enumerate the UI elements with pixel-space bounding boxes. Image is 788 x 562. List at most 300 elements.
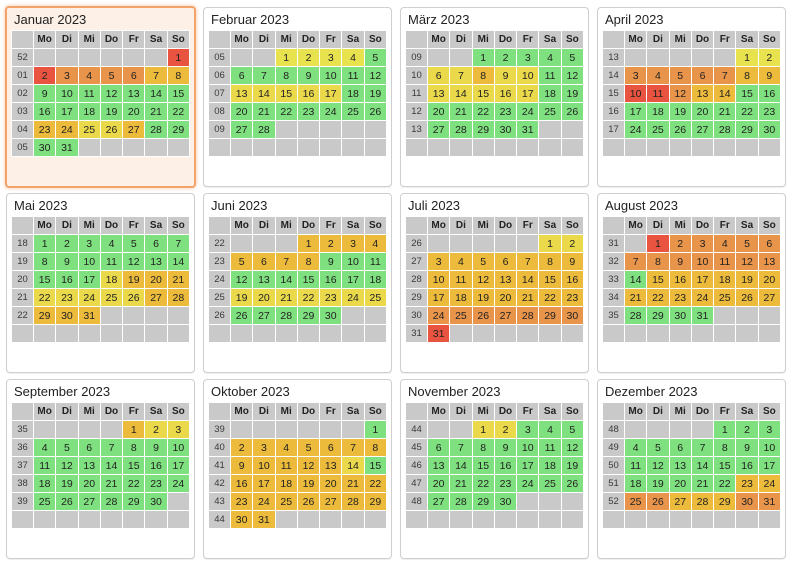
- day-cell[interactable]: 17: [517, 85, 539, 103]
- day-cell[interactable]: 21: [714, 103, 736, 121]
- day-cell[interactable]: 5: [561, 49, 583, 67]
- day-cell[interactable]: 29: [539, 307, 561, 325]
- day-cell[interactable]: 8: [714, 439, 736, 457]
- day-cell[interactable]: 15: [714, 457, 736, 475]
- day-cell[interactable]: 27: [253, 307, 275, 325]
- month-card[interactable]: [203, 379, 392, 559]
- day-cell[interactable]: 17: [320, 85, 342, 103]
- day-cell[interactable]: 20: [669, 475, 691, 493]
- day-cell[interactable]: 7: [450, 439, 472, 457]
- day-cell[interactable]: 27: [123, 121, 145, 139]
- day-cell[interactable]: 12: [100, 85, 122, 103]
- day-cell[interactable]: 27: [758, 289, 780, 307]
- day-cell[interactable]: 21: [517, 289, 539, 307]
- day-cell[interactable]: 21: [275, 289, 297, 307]
- day-cell[interactable]: 21: [450, 475, 472, 493]
- day-cell[interactable]: 17: [517, 457, 539, 475]
- day-cell[interactable]: 2: [145, 421, 167, 439]
- month-card[interactable]: [597, 379, 786, 559]
- day-cell[interactable]: 3: [428, 253, 450, 271]
- day-cell[interactable]: 7: [342, 439, 364, 457]
- day-cell[interactable]: 6: [145, 235, 167, 253]
- day-cell[interactable]: 16: [494, 457, 516, 475]
- day-cell[interactable]: 27: [494, 307, 516, 325]
- day-cell[interactable]: 2: [758, 49, 780, 67]
- day-cell[interactable]: 22: [34, 289, 56, 307]
- day-cell[interactable]: 20: [231, 103, 253, 121]
- day-cell[interactable]: 11: [539, 67, 561, 85]
- day-cell[interactable]: 21: [450, 103, 472, 121]
- day-cell[interactable]: 29: [297, 307, 319, 325]
- day-cell[interactable]: 25: [714, 289, 736, 307]
- month-card[interactable]: [597, 7, 786, 187]
- day-cell[interactable]: 10: [78, 253, 100, 271]
- day-cell[interactable]: 25: [625, 493, 647, 511]
- day-cell[interactable]: 5: [669, 67, 691, 85]
- day-cell[interactable]: 18: [78, 103, 100, 121]
- day-cell[interactable]: 29: [167, 121, 189, 139]
- day-cell[interactable]: 9: [494, 67, 516, 85]
- day-cell[interactable]: 28: [691, 493, 713, 511]
- day-cell[interactable]: 4: [625, 439, 647, 457]
- day-cell[interactable]: 5: [472, 253, 494, 271]
- day-cell[interactable]: 16: [320, 271, 342, 289]
- day-cell[interactable]: 13: [231, 85, 253, 103]
- day-cell[interactable]: 31: [428, 325, 450, 343]
- day-cell[interactable]: 23: [736, 475, 758, 493]
- day-cell[interactable]: 17: [342, 271, 364, 289]
- day-cell[interactable]: 18: [625, 475, 647, 493]
- day-cell[interactable]: 4: [450, 253, 472, 271]
- day-cell[interactable]: 25: [78, 121, 100, 139]
- day-cell[interactable]: 26: [561, 103, 583, 121]
- day-cell[interactable]: 22: [472, 103, 494, 121]
- day-cell[interactable]: 6: [428, 439, 450, 457]
- day-cell[interactable]: 6: [494, 253, 516, 271]
- day-cell[interactable]: 27: [145, 289, 167, 307]
- month-card[interactable]: [5, 6, 196, 188]
- day-cell[interactable]: 19: [472, 289, 494, 307]
- day-cell[interactable]: 30: [320, 307, 342, 325]
- day-cell[interactable]: 20: [428, 103, 450, 121]
- day-cell[interactable]: 6: [758, 235, 780, 253]
- day-cell[interactable]: 13: [669, 457, 691, 475]
- day-cell[interactable]: 25: [100, 289, 122, 307]
- day-cell[interactable]: 13: [320, 457, 342, 475]
- day-cell[interactable]: 6: [253, 253, 275, 271]
- day-cell[interactable]: 29: [714, 493, 736, 511]
- day-cell[interactable]: 27: [78, 493, 100, 511]
- day-cell[interactable]: 5: [364, 49, 386, 67]
- day-cell[interactable]: 4: [647, 67, 669, 85]
- day-cell[interactable]: 26: [472, 307, 494, 325]
- day-cell[interactable]: 29: [472, 121, 494, 139]
- day-cell[interactable]: 24: [691, 289, 713, 307]
- day-cell[interactable]: 22: [275, 103, 297, 121]
- day-cell[interactable]: 8: [472, 439, 494, 457]
- day-cell[interactable]: 28: [342, 493, 364, 511]
- day-cell[interactable]: 29: [34, 307, 56, 325]
- day-cell[interactable]: 6: [669, 439, 691, 457]
- day-cell[interactable]: 9: [494, 439, 516, 457]
- day-cell[interactable]: 25: [450, 307, 472, 325]
- day-cell[interactable]: 23: [494, 103, 516, 121]
- day-cell[interactable]: 11: [364, 253, 386, 271]
- day-cell[interactable]: 4: [78, 67, 100, 85]
- day-cell[interactable]: 23: [56, 289, 78, 307]
- day-cell[interactable]: 23: [669, 289, 691, 307]
- day-cell[interactable]: 5: [647, 439, 669, 457]
- day-cell[interactable]: 22: [364, 475, 386, 493]
- day-cell[interactable]: 6: [428, 67, 450, 85]
- day-cell[interactable]: 1: [167, 49, 189, 67]
- day-cell[interactable]: 3: [625, 67, 647, 85]
- day-cell[interactable]: 9: [145, 439, 167, 457]
- day-cell[interactable]: 22: [472, 475, 494, 493]
- day-cell[interactable]: 28: [625, 307, 647, 325]
- day-cell[interactable]: 16: [561, 271, 583, 289]
- day-cell[interactable]: 14: [691, 457, 713, 475]
- day-cell[interactable]: 30: [34, 139, 56, 157]
- day-cell[interactable]: 28: [450, 121, 472, 139]
- day-cell[interactable]: 1: [736, 49, 758, 67]
- day-cell[interactable]: 12: [736, 253, 758, 271]
- day-cell[interactable]: 16: [56, 271, 78, 289]
- day-cell[interactable]: 7: [625, 253, 647, 271]
- day-cell[interactable]: 12: [231, 271, 253, 289]
- day-cell[interactable]: 16: [758, 85, 780, 103]
- day-cell[interactable]: 12: [123, 253, 145, 271]
- day-cell[interactable]: 15: [472, 85, 494, 103]
- day-cell[interactable]: 12: [472, 271, 494, 289]
- day-cell[interactable]: 4: [34, 439, 56, 457]
- day-cell[interactable]: 17: [428, 289, 450, 307]
- day-cell[interactable]: 5: [561, 421, 583, 439]
- day-cell[interactable]: 31: [691, 307, 713, 325]
- day-cell[interactable]: 10: [253, 457, 275, 475]
- day-cell[interactable]: 3: [253, 439, 275, 457]
- day-cell[interactable]: 22: [297, 289, 319, 307]
- day-cell[interactable]: 24: [78, 289, 100, 307]
- month-card[interactable]: [597, 193, 786, 373]
- day-cell[interactable]: 9: [34, 85, 56, 103]
- day-cell[interactable]: 10: [758, 439, 780, 457]
- day-cell[interactable]: 3: [56, 67, 78, 85]
- day-cell[interactable]: 22: [736, 103, 758, 121]
- day-cell[interactable]: 2: [231, 439, 253, 457]
- day-cell[interactable]: 28: [167, 289, 189, 307]
- day-cell[interactable]: 15: [647, 271, 669, 289]
- day-cell[interactable]: 6: [691, 67, 713, 85]
- day-cell[interactable]: 15: [34, 271, 56, 289]
- day-cell[interactable]: 8: [34, 253, 56, 271]
- day-cell[interactable]: 11: [539, 439, 561, 457]
- day-cell[interactable]: 9: [56, 253, 78, 271]
- day-cell[interactable]: 15: [123, 457, 145, 475]
- day-cell[interactable]: 3: [517, 421, 539, 439]
- day-cell[interactable]: 30: [669, 307, 691, 325]
- day-cell[interactable]: 12: [364, 67, 386, 85]
- day-cell[interactable]: 16: [145, 457, 167, 475]
- day-cell[interactable]: 31: [56, 139, 78, 157]
- day-cell[interactable]: 22: [539, 289, 561, 307]
- day-cell[interactable]: 15: [275, 85, 297, 103]
- day-cell[interactable]: 15: [167, 85, 189, 103]
- day-cell[interactable]: 9: [736, 439, 758, 457]
- day-cell[interactable]: 10: [625, 85, 647, 103]
- day-cell[interactable]: 26: [364, 103, 386, 121]
- day-cell[interactable]: 29: [647, 307, 669, 325]
- day-cell[interactable]: 25: [34, 493, 56, 511]
- day-cell[interactable]: 18: [342, 85, 364, 103]
- day-cell[interactable]: 19: [100, 103, 122, 121]
- day-cell[interactable]: 3: [342, 235, 364, 253]
- day-cell[interactable]: 28: [145, 121, 167, 139]
- day-cell[interactable]: 8: [539, 253, 561, 271]
- day-cell[interactable]: 4: [539, 49, 561, 67]
- day-cell[interactable]: 11: [625, 457, 647, 475]
- month-card[interactable]: [6, 379, 195, 559]
- day-cell[interactable]: 1: [714, 421, 736, 439]
- day-cell[interactable]: 26: [736, 289, 758, 307]
- day-cell[interactable]: 2: [669, 235, 691, 253]
- day-cell[interactable]: 24: [758, 475, 780, 493]
- day-cell[interactable]: 7: [691, 439, 713, 457]
- day-cell[interactable]: 13: [758, 253, 780, 271]
- day-cell[interactable]: 11: [275, 457, 297, 475]
- day-cell[interactable]: 5: [297, 439, 319, 457]
- day-cell[interactable]: 18: [647, 103, 669, 121]
- day-cell[interactable]: 5: [231, 253, 253, 271]
- day-cell[interactable]: 14: [275, 271, 297, 289]
- day-cell[interactable]: 9: [297, 67, 319, 85]
- day-cell[interactable]: 3: [517, 49, 539, 67]
- day-cell[interactable]: 1: [472, 49, 494, 67]
- day-cell[interactable]: 30: [231, 511, 253, 529]
- day-cell[interactable]: 13: [78, 457, 100, 475]
- day-cell[interactable]: 12: [561, 67, 583, 85]
- day-cell[interactable]: 7: [275, 253, 297, 271]
- day-cell[interactable]: 5: [736, 235, 758, 253]
- month-card[interactable]: [400, 7, 589, 187]
- day-cell[interactable]: 18: [450, 289, 472, 307]
- day-cell[interactable]: 19: [364, 85, 386, 103]
- day-cell[interactable]: 18: [100, 271, 122, 289]
- day-cell[interactable]: 2: [561, 235, 583, 253]
- day-cell[interactable]: 23: [320, 289, 342, 307]
- day-cell[interactable]: 1: [364, 421, 386, 439]
- day-cell[interactable]: 3: [691, 235, 713, 253]
- day-cell[interactable]: 14: [145, 85, 167, 103]
- day-cell[interactable]: 6: [123, 67, 145, 85]
- day-cell[interactable]: 16: [669, 271, 691, 289]
- day-cell[interactable]: 31: [253, 511, 275, 529]
- month-card[interactable]: [203, 7, 392, 187]
- day-cell[interactable]: 14: [714, 85, 736, 103]
- day-cell[interactable]: 14: [167, 253, 189, 271]
- day-cell[interactable]: 29: [736, 121, 758, 139]
- day-cell[interactable]: 15: [539, 271, 561, 289]
- day-cell[interactable]: 8: [364, 439, 386, 457]
- day-cell[interactable]: 2: [494, 49, 516, 67]
- day-cell[interactable]: 10: [342, 253, 364, 271]
- day-cell[interactable]: 8: [123, 439, 145, 457]
- day-cell[interactable]: 7: [100, 439, 122, 457]
- day-cell[interactable]: 30: [494, 493, 516, 511]
- day-cell[interactable]: 14: [100, 457, 122, 475]
- day-cell[interactable]: 20: [253, 289, 275, 307]
- day-cell[interactable]: 23: [758, 103, 780, 121]
- day-cell[interactable]: 17: [56, 103, 78, 121]
- day-cell[interactable]: 10: [428, 271, 450, 289]
- day-cell[interactable]: 25: [275, 493, 297, 511]
- day-cell[interactable]: 2: [736, 421, 758, 439]
- day-cell[interactable]: 26: [647, 493, 669, 511]
- day-cell[interactable]: 12: [669, 85, 691, 103]
- day-cell[interactable]: 3: [78, 235, 100, 253]
- day-cell[interactable]: 26: [561, 475, 583, 493]
- day-cell[interactable]: 3: [758, 421, 780, 439]
- day-cell[interactable]: 2: [297, 49, 319, 67]
- day-cell[interactable]: 19: [561, 457, 583, 475]
- day-cell[interactable]: 12: [561, 439, 583, 457]
- day-cell[interactable]: 23: [494, 475, 516, 493]
- day-cell[interactable]: 4: [539, 421, 561, 439]
- day-cell[interactable]: 3: [320, 49, 342, 67]
- day-cell[interactable]: 9: [561, 253, 583, 271]
- day-cell[interactable]: 21: [145, 103, 167, 121]
- day-cell[interactable]: 13: [123, 85, 145, 103]
- day-cell[interactable]: 19: [736, 271, 758, 289]
- day-cell[interactable]: 19: [297, 475, 319, 493]
- day-cell[interactable]: 28: [517, 307, 539, 325]
- day-cell[interactable]: 17: [78, 271, 100, 289]
- day-cell[interactable]: 23: [231, 493, 253, 511]
- day-cell[interactable]: 11: [450, 271, 472, 289]
- day-cell[interactable]: 17: [691, 271, 713, 289]
- day-cell[interactable]: 30: [145, 493, 167, 511]
- day-cell[interactable]: 4: [275, 439, 297, 457]
- day-cell[interactable]: 21: [342, 475, 364, 493]
- day-cell[interactable]: 11: [78, 85, 100, 103]
- day-cell[interactable]: 26: [297, 493, 319, 511]
- day-cell[interactable]: 8: [297, 253, 319, 271]
- day-cell[interactable]: 13: [253, 271, 275, 289]
- day-cell[interactable]: 1: [123, 421, 145, 439]
- day-cell[interactable]: 25: [539, 103, 561, 121]
- day-cell[interactable]: 20: [123, 103, 145, 121]
- day-cell[interactable]: 30: [494, 121, 516, 139]
- day-cell[interactable]: 16: [297, 85, 319, 103]
- day-cell[interactable]: 31: [78, 307, 100, 325]
- day-cell[interactable]: 30: [736, 493, 758, 511]
- day-cell[interactable]: 21: [691, 475, 713, 493]
- day-cell[interactable]: 22: [714, 475, 736, 493]
- day-cell[interactable]: 31: [517, 121, 539, 139]
- day-cell[interactable]: 7: [167, 235, 189, 253]
- day-cell[interactable]: 8: [275, 67, 297, 85]
- day-cell[interactable]: 16: [34, 103, 56, 121]
- day-cell[interactable]: 7: [714, 67, 736, 85]
- day-cell[interactable]: 2: [56, 235, 78, 253]
- month-card[interactable]: [400, 379, 589, 559]
- day-cell[interactable]: 1: [472, 421, 494, 439]
- day-cell[interactable]: 17: [625, 103, 647, 121]
- day-cell[interactable]: 22: [123, 475, 145, 493]
- day-cell[interactable]: 7: [253, 67, 275, 85]
- day-cell[interactable]: 1: [297, 235, 319, 253]
- day-cell[interactable]: 27: [669, 493, 691, 511]
- day-cell[interactable]: 2: [494, 421, 516, 439]
- month-card[interactable]: [400, 193, 589, 373]
- day-cell[interactable]: 6: [320, 439, 342, 457]
- day-cell[interactable]: 15: [297, 271, 319, 289]
- day-cell[interactable]: 20: [758, 271, 780, 289]
- day-cell[interactable]: 25: [647, 121, 669, 139]
- day-cell[interactable]: 25: [342, 103, 364, 121]
- day-cell[interactable]: 17: [758, 457, 780, 475]
- day-cell[interactable]: 3: [167, 421, 189, 439]
- day-cell[interactable]: 11: [100, 253, 122, 271]
- day-cell[interactable]: 23: [561, 289, 583, 307]
- day-cell[interactable]: 5: [56, 439, 78, 457]
- day-cell[interactable]: 13: [145, 253, 167, 271]
- day-cell[interactable]: 18: [539, 457, 561, 475]
- day-cell[interactable]: 24: [517, 475, 539, 493]
- day-cell[interactable]: 21: [100, 475, 122, 493]
- day-cell[interactable]: 21: [167, 271, 189, 289]
- day-cell[interactable]: 12: [297, 457, 319, 475]
- day-cell[interactable]: 14: [450, 85, 472, 103]
- day-cell[interactable]: 10: [517, 439, 539, 457]
- day-cell[interactable]: 10: [167, 439, 189, 457]
- day-cell[interactable]: 11: [647, 85, 669, 103]
- month-card[interactable]: [203, 193, 392, 373]
- day-cell[interactable]: 18: [34, 475, 56, 493]
- day-cell[interactable]: 25: [364, 289, 386, 307]
- day-cell[interactable]: 23: [297, 103, 319, 121]
- day-cell[interactable]: 28: [253, 121, 275, 139]
- day-cell[interactable]: 22: [647, 289, 669, 307]
- day-cell[interactable]: 10: [56, 85, 78, 103]
- day-cell[interactable]: 26: [123, 289, 145, 307]
- day-cell[interactable]: 19: [123, 271, 145, 289]
- day-cell[interactable]: 29: [123, 493, 145, 511]
- day-cell[interactable]: 10: [517, 67, 539, 85]
- day-cell[interactable]: 27: [428, 121, 450, 139]
- day-cell[interactable]: 13: [428, 457, 450, 475]
- day-cell[interactable]: 18: [275, 475, 297, 493]
- day-cell[interactable]: 8: [736, 67, 758, 85]
- day-cell[interactable]: 19: [231, 289, 253, 307]
- day-cell[interactable]: 14: [450, 457, 472, 475]
- day-cell[interactable]: 27: [320, 493, 342, 511]
- day-cell[interactable]: 19: [669, 103, 691, 121]
- day-cell[interactable]: 27: [428, 493, 450, 511]
- day-cell[interactable]: 24: [56, 121, 78, 139]
- month-card[interactable]: [6, 193, 195, 373]
- day-cell[interactable]: 9: [320, 253, 342, 271]
- day-cell[interactable]: 25: [539, 475, 561, 493]
- day-cell[interactable]: 28: [714, 121, 736, 139]
- day-cell[interactable]: 24: [167, 475, 189, 493]
- day-cell[interactable]: 29: [472, 493, 494, 511]
- day-cell[interactable]: 14: [253, 85, 275, 103]
- day-cell[interactable]: 4: [100, 235, 122, 253]
- day-cell[interactable]: 5: [123, 235, 145, 253]
- day-cell[interactable]: 20: [691, 103, 713, 121]
- day-cell[interactable]: 19: [56, 475, 78, 493]
